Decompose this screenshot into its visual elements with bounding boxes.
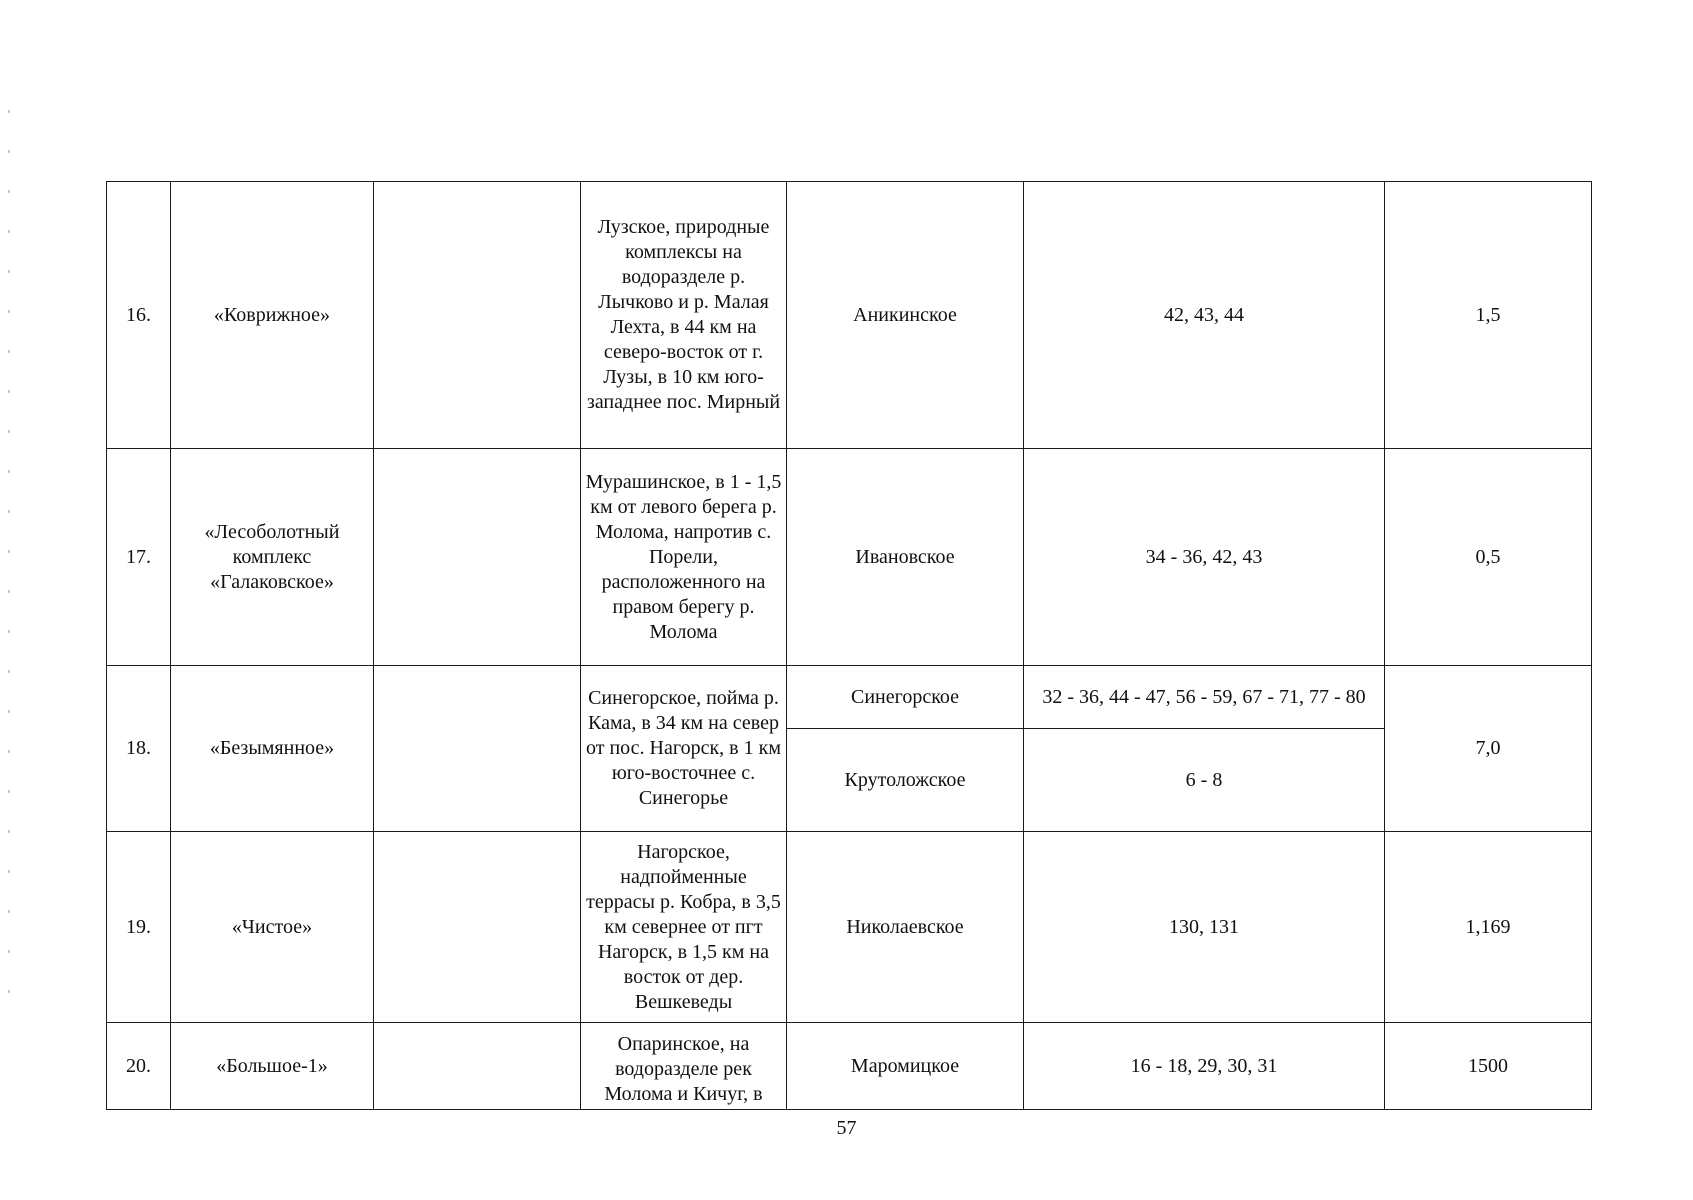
location-description: Лузское, природные комплексы на водоразделе р. Лычково и р. Малая Лехта, в 44 км на северо-восток от г. Лузы, в 10 км юго-западнее пос. Мирный	[581, 182, 787, 449]
location-description: Мурашинское, в 1 - 1,5 км от левого берега р. Молома, напротив с. Порели, расположенного на правом берегу р. Молома	[581, 449, 787, 666]
forest-quarters: 16 - 18, 29, 30, 31	[1024, 1023, 1385, 1110]
forestry-district: Ивановское	[787, 449, 1024, 666]
protected-areas-table	[106, 181, 1592, 1110]
empty-cell	[374, 832, 581, 1023]
forestry-district: Аникинское	[787, 182, 1024, 449]
row-number: 18.	[107, 666, 171, 832]
forest-quarters: 32 - 36, 44 - 47, 56 - 59, 67 - 71, 77 - 80	[1024, 666, 1385, 729]
forestry-district: Синегорское	[787, 666, 1024, 729]
row-number: 19.	[107, 832, 171, 1023]
empty-cell	[374, 182, 581, 449]
page-number: 57	[836, 1117, 857, 1139]
area-value: 1,169	[1385, 832, 1592, 1023]
location-description: Синегорское, пойма р. Кама, в 34 км на север от пос. Нагорск, в 1 км юго-восточнее с. Синегорье	[581, 666, 787, 832]
area-value: 0,5	[1385, 449, 1592, 666]
forest-quarters: 6 - 8	[1024, 729, 1385, 832]
table-row	[107, 832, 1592, 1023]
object-name: «Лесоболотный комплекс «Галаковское»	[171, 449, 374, 666]
object-name: «Чистое»	[171, 832, 374, 1023]
forestry-district: Маромицкое	[787, 1023, 1024, 1110]
scan-margin-marks	[8, 110, 10, 1010]
location-description: Нагорское, надпойменные террасы р. Кобра, в 3,5 км севернее от пгт Нагорск, в 1,5 км на восток от дер. Вешкеведы	[581, 832, 787, 1023]
row-number: 17.	[107, 449, 171, 666]
object-name: «Безымянное»	[171, 666, 374, 832]
area-value: 7,0	[1385, 666, 1592, 832]
forest-quarters: 42, 43, 44	[1024, 182, 1385, 449]
row-number: 16.	[107, 182, 171, 449]
table-row	[107, 666, 1592, 729]
empty-cell	[374, 666, 581, 832]
location-description	[581, 1023, 787, 1110]
object-name: «Коврижное»	[171, 182, 374, 449]
area-value: 1500	[1385, 1023, 1592, 1110]
forestry-district: Николаевское	[787, 832, 1024, 1023]
forestry-district: Крутоложское	[787, 729, 1024, 832]
forest-quarters: 34 - 36, 42, 43	[1024, 449, 1385, 666]
table-row	[107, 182, 1592, 449]
forest-quarters: 130, 131	[1024, 832, 1385, 1023]
area-value: 1,5	[1385, 182, 1592, 449]
empty-cell	[374, 1023, 581, 1110]
table-row	[107, 1023, 1592, 1110]
table-row	[107, 449, 1592, 666]
location-text-clipped: Опаринское, на водоразделе рек Молома и Кичуг, в	[604, 1033, 763, 1105]
empty-cell	[374, 449, 581, 666]
row-number: 20.	[107, 1023, 171, 1110]
object-name: «Большое-1»	[171, 1023, 374, 1110]
